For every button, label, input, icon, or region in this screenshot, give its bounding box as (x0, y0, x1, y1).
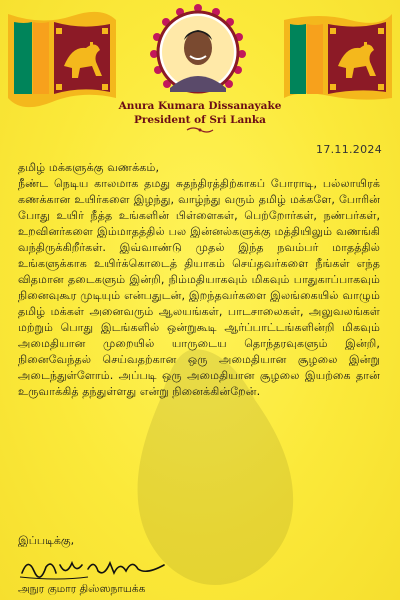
closing: இப்படிக்கு, (18, 534, 75, 547)
author-name: Anura Kumara Dissanayake (118, 100, 282, 112)
portrait-avatar (150, 4, 246, 100)
letter-body (18, 160, 380, 400)
signer-name: அநுர குமார திஸ்ஸநாயக்க (18, 583, 146, 595)
author-title: President of Sri Lanka (133, 114, 266, 126)
letter-date: 17.11.2024 (316, 143, 382, 156)
handwritten-signature (18, 555, 168, 581)
greeting: தமிழ் மக்களுக்கு வணக்கம், (18, 161, 160, 174)
flourish-ornament (185, 126, 215, 134)
letter-paragraph: நீண்ட நெடிய காலமாக தமது சுதந்திரத்திற்காகப் போராடி, பல்லாயிரக் கணக்கான உயிர்களை இழந்து, வாழ்ந்து வரும் தமிழ் மக்களே, போரின் போது உயிர் நீத்த உங்களின் பிள்ளைகள், பெற்றோர்கள், நண்பர்கள், உறவினர்களை இம்மாதத்தில் பல இன்னல்களுக்கு மத்தியிலும் வணங்கி வந்திருக்கிறீர்கள். இவ்வாண்டு முதல் இந்த நவம்பர் மாதத்தில் உங்களுக்காக உயிர்க்கொடைத் தியாகம் செய்தவர்களை நீங்கள் எந்த விதமான தடைகளும் இன்றி, நிம்மதியாகவும் மிகவும் பாதுகாப்பாகவும் நினைவுகூர முடியும் என்பதுடன், இறந்தவர்களை இலங்கையில் வாழும் தமிழ் மக்கள் அனைவரும் ஆலயங்கள், பாடசாலைகள், அலுவலங்கள் மற்றும் பொது இடங்களில் ஒன்றுகூடி ஆர்ப்பாட்டங்களின்றி மிகவும் அமைதியான முறையில் யாருடைய தொந்தரவுகளும் இன்றி, நினைவேந்தல் செய்வதற்கான ஒரு அமைதியான சூழலை இன்று அடைந்துள்ளோம். அப்படி ஒரு அமைதியான சூழலை இயற்கை தான் உருவாக்கித் தந்துள்ளது என்று நினைக்கின்றேன். (18, 177, 380, 398)
